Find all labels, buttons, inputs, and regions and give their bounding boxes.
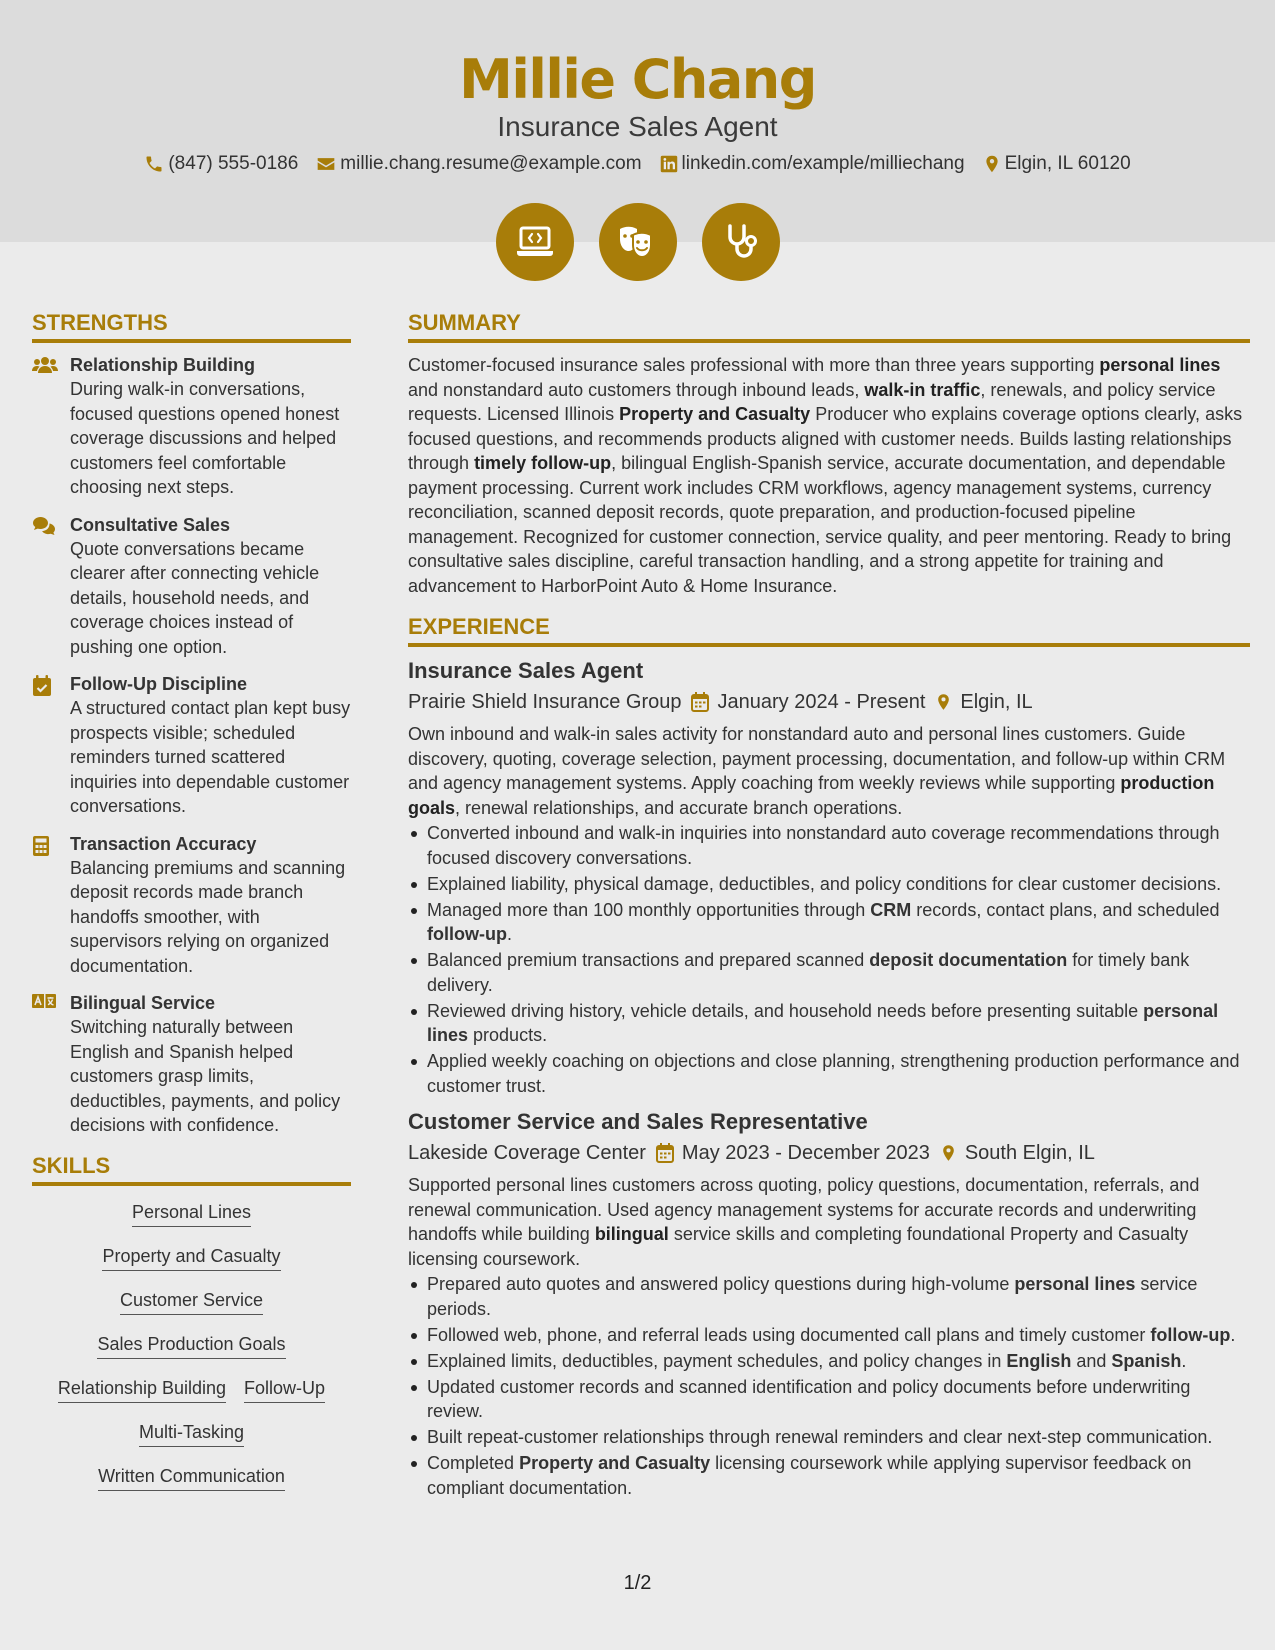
job-location-wrap (940, 1139, 1095, 1167)
skills-list (32, 1196, 351, 1508)
stethoscope-icon (724, 223, 758, 261)
experience-heading: EXPERIENCE (408, 612, 1250, 647)
job-bullet: Completed Property and Casualty licensing coursework while applying supervisor feedback on compliant documentation. (408, 1451, 1250, 1500)
chat-icon (32, 516, 56, 536)
phone-text: (847) 555-0186 (168, 153, 299, 174)
skill-tag: Follow-Up (244, 1376, 325, 1403)
strength-title: Transaction Accuracy (70, 833, 257, 854)
job-location: Elgin, IL (960, 691, 1033, 713)
strength-title: Follow-Up Discipline (70, 674, 248, 694)
skill-tag: Sales Production Goals (97, 1332, 285, 1359)
strength-title: Relationship Building (70, 355, 255, 375)
job-bullet: Explained liability, physical damage, deductibles, and policy conditions for clear customer decisions. (408, 872, 1250, 897)
users-icon (32, 356, 58, 374)
linkedin-icon (660, 155, 678, 173)
job-dates-wrap (656, 1139, 930, 1167)
strength-title: Bilingual Service (70, 993, 216, 1013)
badge-masks (599, 203, 677, 281)
phone-icon (144, 154, 164, 174)
page-number: 1/2 (623, 1572, 652, 1594)
contact-email[interactable] (316, 152, 641, 176)
job-meta (408, 1139, 1250, 1167)
job-company: Lakeside Coverage Center (408, 1142, 646, 1164)
job-dates-wrap (691, 688, 925, 716)
skills-heading: SKILLS (32, 1151, 351, 1186)
candidate-name: Millie Chang (459, 48, 816, 111)
calculator-icon (32, 835, 50, 857)
strength-desc: Quote conversations became clearer after connecting vehicle details, household needs, and coverage choices instead of pushing one option. (70, 538, 320, 657)
strength-item (32, 832, 351, 979)
job-bullet: Built repeat-customer relationships through renewal reminders and clear next-step communication. (408, 1425, 1250, 1450)
strength-desc: During walk-in conversations, focused questions opened honest coverage discussions and helped customers feel comfortable choosing next steps. (70, 379, 340, 497)
job-bullet: Followed web, phone, and referral leads using documented call plans and timely customer follow-up. (408, 1323, 1250, 1348)
badge-stethoscope (702, 203, 780, 281)
summary-text: Customer-focused insurance sales professional with more than three years supporting personal lines and nonstandard auto customers through inbound leads, walk-in traffic, renewals, and policy service requests. Licensed Illinois Property and Casualty Producer who explains coverage options clearly, asks focused questions, and recommends products aligned with customer needs. Builds lasting relationships through timely follow-up, bilingual English-Spanish service, accurate documentation, and dependable payment processing. Current work includes CRM workflows, agency management systems, currency reconciliation, scanned deposit records, quote preparation, and production-focused pipeline management. Recognized for customer connection, service quality, and peer mentoring. Ready to bring consultative sales discipline, careful transaction handling, and a strong appetite for training and advancement to HarborPoint Auto & Home Insurance. (408, 355, 1243, 596)
job-intro: Own inbound and walk-in sales activity for nonstandard auto and personal lines customers. Guide discovery, quoting, coverage selection, payment processing, documentation, and follow-up within CRM and agency management systems. Apply coaching from weekly reviews while supporting production goals, renewal relationships, and accurate branch operations. (408, 724, 1226, 818)
job-bullets (408, 1272, 1250, 1500)
skill-tag: Personal Lines (132, 1200, 251, 1227)
job-dates: May 2023 - December 2023 (681, 1142, 930, 1164)
email-text: millie.chang.resume@example.com (340, 153, 642, 174)
skill-tag: Multi-Tasking (139, 1420, 244, 1447)
badge-laptop (496, 203, 574, 281)
job-bullet: Updated customer records and scanned identification and policy documents before underwriting review. (408, 1375, 1250, 1424)
job-bullet: Applied weekly coaching on objections and close planning, strengthening production performance and customer trust. (408, 1049, 1250, 1098)
laptop-code-icon (515, 225, 555, 259)
job-entry (408, 657, 1250, 1098)
theater-masks-icon (617, 224, 659, 260)
skill-tag: Relationship Building (58, 1376, 226, 1403)
email-icon (316, 154, 336, 174)
job-bullet: Balanced premium transactions and prepared scanned deposit documentation for timely bank delivery. (408, 948, 1250, 997)
job-title: Insurance Sales Agent (408, 658, 644, 683)
job-bullets (408, 821, 1250, 1098)
strengths-heading: STRENGTHS (32, 308, 351, 343)
job-bullet: Converted inbound and walk-in inquiries into nonstandard auto coverage recommendations through focused discovery conversations. (408, 821, 1250, 870)
location-icon (983, 154, 1001, 174)
strength-item (32, 991, 351, 1138)
skill-tag: Property and Casualty (102, 1244, 280, 1271)
candidate-title: Insurance Sales Agent (497, 111, 778, 142)
strength-desc: Balancing premiums and scanning deposit records made branch handoffs smoother, with supervisors relying on organized documentation. (70, 857, 346, 976)
job-location: South Elgin, IL (964, 1142, 1095, 1164)
contact-location (983, 152, 1131, 176)
contact-phone[interactable] (144, 152, 298, 176)
calendar-check-icon (32, 675, 52, 697)
contact-bar (0, 152, 1275, 176)
location-text: Elgin, IL 60120 (1004, 153, 1131, 174)
contact-linkedin[interactable] (660, 152, 965, 176)
strength-item (32, 513, 351, 660)
strength-desc: A structured contact plan kept busy prospects visible; scheduled reminders turned scattered inquiries into dependable customer conversations. (70, 698, 351, 816)
strength-item (32, 353, 351, 500)
skill-tag: Written Communication (98, 1464, 285, 1491)
job-location-wrap (935, 688, 1032, 716)
job-company: Prairie Shield Insurance Group (408, 691, 682, 713)
left-column (32, 308, 351, 1508)
job-bullet: Prepared auto quotes and answered policy questions during high-volume personal lines service periods. (408, 1272, 1250, 1321)
badge-row (0, 203, 1275, 281)
linkedin-text: linkedin.com/example/milliechang (681, 153, 965, 174)
job-bullet: Explained limits, deductibles, payment schedules, and policy changes in English and Spanish. (408, 1349, 1250, 1374)
calendar-icon (691, 692, 709, 712)
job-intro: Supported personal lines customers across quoting, policy questions, documentation, referrals, and renewal communication. Used agency management systems for accurate records and underwriting handoffs while building bilingual service skills and completing foundational Property and Casualty licensing coursework. (408, 1175, 1200, 1269)
right-column (408, 308, 1250, 1510)
strength-item (32, 672, 351, 819)
job-entry (408, 1108, 1250, 1500)
job-bullet: Managed more than 100 monthly opportunities through CRM records, contact plans, and scheduled follow-up. (408, 898, 1250, 947)
job-dates: January 2024 - Present (717, 691, 926, 713)
location-icon (935, 692, 952, 712)
language-icon (32, 994, 56, 1008)
job-title: Customer Service and Sales Representative (408, 1109, 868, 1134)
strength-title: Consultative Sales (70, 514, 231, 535)
location-icon (940, 1143, 957, 1163)
summary-heading: SUMMARY (408, 308, 1250, 343)
skill-tag: Customer Service (120, 1288, 263, 1315)
strength-desc: Switching naturally between English and Spanish helped customers grasp limits, deductibles, payments, and policy decisions with confidence. (70, 1017, 341, 1135)
job-meta (408, 688, 1250, 716)
calendar-icon (656, 1143, 674, 1163)
job-bullet: Reviewed driving history, vehicle details, and household needs before presenting suitable personal lines products. (408, 999, 1250, 1048)
